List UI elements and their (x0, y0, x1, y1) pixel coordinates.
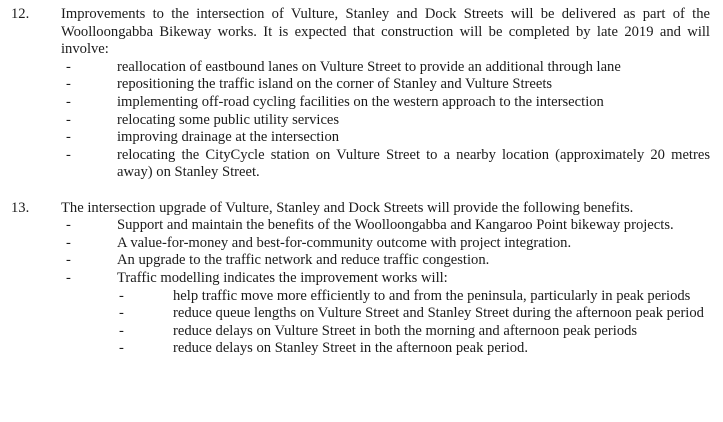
bullet-dash-marker: - (66, 234, 71, 251)
sub-bullet-dash-marker: - (119, 287, 124, 304)
numbered-item (0, 200, 723, 358)
bullet-dash-marker: - (66, 76, 71, 93)
bullet-list (61, 59, 710, 182)
bullet-item (66, 94, 710, 112)
bullet-text: improving drainage at the intersection (117, 129, 340, 146)
bullet-row (66, 59, 710, 77)
bullet-row (66, 147, 710, 182)
bullet-item (66, 112, 710, 130)
sub-bullet-dash-marker: - (119, 305, 124, 322)
sub-bullet-dash-marker: - (119, 322, 124, 339)
item-number: 12. (11, 6, 30, 22)
sub-bullet-item (119, 323, 710, 341)
sub-bullet-text: reduce delays on Vulture Street in both the morning and afternoon peak periods (173, 322, 638, 339)
bullet-row (66, 112, 710, 130)
bullet-text: reallocation of eastbound lanes on Vulture Street to provide an additional through lane (117, 58, 621, 75)
bullet-item (66, 59, 710, 77)
numbered-item (0, 6, 723, 182)
sub-bullet-item (119, 340, 710, 358)
bullet-dash-marker: - (66, 129, 71, 146)
bullet-row (66, 94, 710, 112)
bullet-dash-marker: - (66, 93, 71, 110)
bullet-dash-marker: - (66, 111, 71, 128)
bullet-item (66, 147, 710, 182)
bullet-item (66, 252, 710, 270)
bullet-item (66, 217, 710, 235)
bullet-dash-marker: - (66, 146, 71, 163)
sub-bullet-item (119, 288, 710, 306)
bullet-item (66, 235, 710, 253)
bullet-row (66, 235, 710, 253)
bullet-text: repositioning the traffic island on the corner of Stanley and Vulture Streets (117, 76, 553, 93)
item-paragraph: The intersection upgrade of Vulture, Stanley and Dock Streets will provide the following benefits. (61, 199, 634, 216)
bullet-dash-marker: - (66, 252, 71, 269)
item-body (61, 6, 723, 182)
sub-bullet-text: reduce queue lengths on Vulture Street and Stanley Street during the afternoon peak period (173, 305, 704, 322)
bullet-item (66, 76, 710, 94)
bullet-row (66, 129, 710, 147)
bullet-text: A value-for-money and best-for-community outcome with project integration. (117, 234, 572, 251)
bullet-text: implementing off-road cycling facilities on the western approach to the intersection (117, 93, 604, 110)
bullet-text: An upgrade to the traffic network and reduce traffic congestion. (117, 252, 490, 269)
sub-bullet-list (66, 288, 710, 358)
bullet-item (66, 129, 710, 147)
bullet-row (66, 76, 710, 94)
sub-bullet-text: help traffic move more efficiently to and from the peninsula, particularly in peak periods (173, 287, 691, 304)
bullet-text: Traffic modelling indicates the improvement works will: (117, 269, 448, 286)
sub-bullet-item (119, 305, 710, 323)
sub-bullet-dash-marker: - (119, 340, 124, 357)
bullet-row (66, 217, 710, 235)
bullet-dash-marker: - (66, 58, 71, 75)
bullet-list (61, 217, 710, 358)
bullet-text: relocating the CityCycle station on Vulture Street to a nearby location (approximately 20 metres away) on Stanley Street. (117, 146, 710, 181)
bullet-row (66, 252, 710, 270)
item-paragraph: Improvements to the intersection of Vulture, Stanley and Dock Streets will be delivered as part of the Woolloongabba Bikeway works. It is expected that construction will be completed by late 2019 and will involve: (61, 6, 710, 58)
bullet-item (66, 270, 710, 358)
bullet-dash-marker: - (66, 269, 71, 286)
bullet-text: Support and maintain the benefits of the Woolloongabba and Kangaroo Point bikeway projects. (117, 217, 674, 234)
item-number: 13. (11, 199, 30, 216)
bullet-text: relocating some public utility services (117, 111, 340, 128)
item-body (61, 200, 723, 358)
bullet-row (66, 270, 710, 288)
bullet-dash-marker: - (66, 217, 71, 234)
sub-bullet-text: reduce delays on Stanley Street in the afternoon peak period. (173, 340, 528, 357)
